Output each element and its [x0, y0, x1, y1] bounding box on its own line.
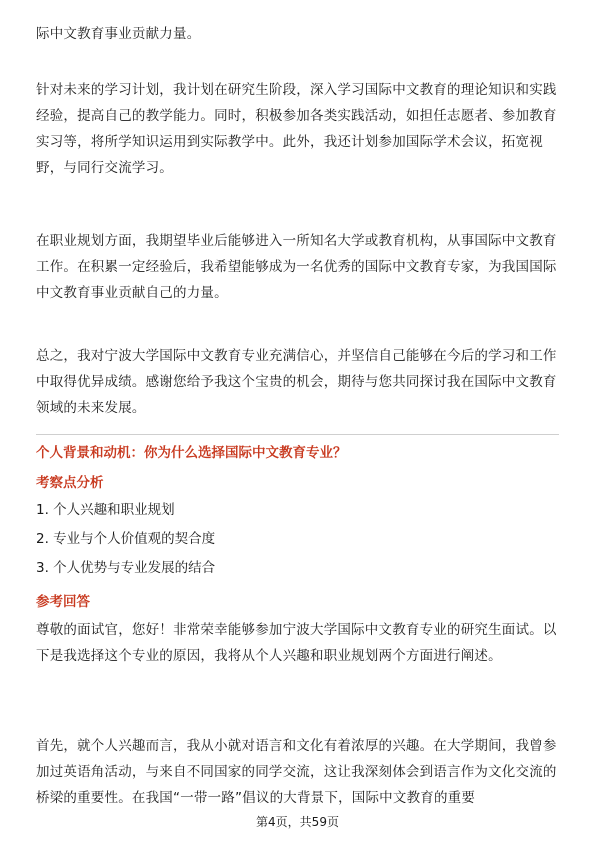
analysis-points-list: [36, 496, 215, 583]
section-divider: [36, 434, 559, 435]
paragraph-career: 在职业规划方面，我期望毕业后能够进入一所知名大学或教育机构，从事国际中文教育工作。在积累一定经验后，我希望能够成为一名优秀的国际中文教育专家，为我国国际中文教育事业贡献自己的力量。: [36, 233, 557, 301]
page-footer: 第4页，共59页: [256, 815, 339, 829]
list-item: 2. 专业与个人价值观的契合度: [36, 531, 216, 547]
paragraph-study-plan: 针对未来的学习计划，我计划在研究生阶段，深入学习国际中文教育的理论知识和实践经验，提高自己的教学能力。同时，积极参加各类实践活动，如担任志愿者、参加教育实习等，将所学知识运用到实际教学中。此外，我还计划参加国际学术会议，拓宽视野，与同行交流学习。: [36, 82, 557, 176]
paragraph-conclusion: 总之，我对宁波大学国际中文教育专业充满信心，并坚信自己能够在今后的学习和工作中取得优异成绩。感谢您给予我这个宝贵的机会，期待与您共同探讨我在国际中文教育领域的未来发展。: [36, 348, 557, 416]
analysis-heading: 考察点分析: [36, 475, 104, 491]
paragraph-answer-intro: 尊敬的面试官，您好！非常荣幸能够参加宁波大学国际中文教育专业的研究生面试。以下是我选择这个专业的原因，我将从个人兴趣和职业规划两个方面进行阐述。: [36, 622, 557, 664]
list-item: 3. 个人优势与专业发展的结合: [36, 560, 216, 576]
paragraph-answer-body: 首先，就个人兴趣而言，我从小就对语言和文化有着浓厚的兴趣。在大学期间，我曾参加过英语角活动，与来自不同国家的同学交流，这让我深刻体会到语言作为文化交流的桥梁的重要性。在我国“一带一路”倡议的大背景下，国际中文教育的重要: [36, 738, 557, 806]
paragraph-continuation: 际中文教育事业贡献力量。: [36, 26, 201, 42]
list-item: 1. 个人兴趣和职业规划: [36, 502, 175, 518]
question-title: 个人背景和动机：你为什么选择国际中文教育专业？: [36, 445, 347, 461]
answer-heading: 参考回答: [36, 594, 90, 610]
